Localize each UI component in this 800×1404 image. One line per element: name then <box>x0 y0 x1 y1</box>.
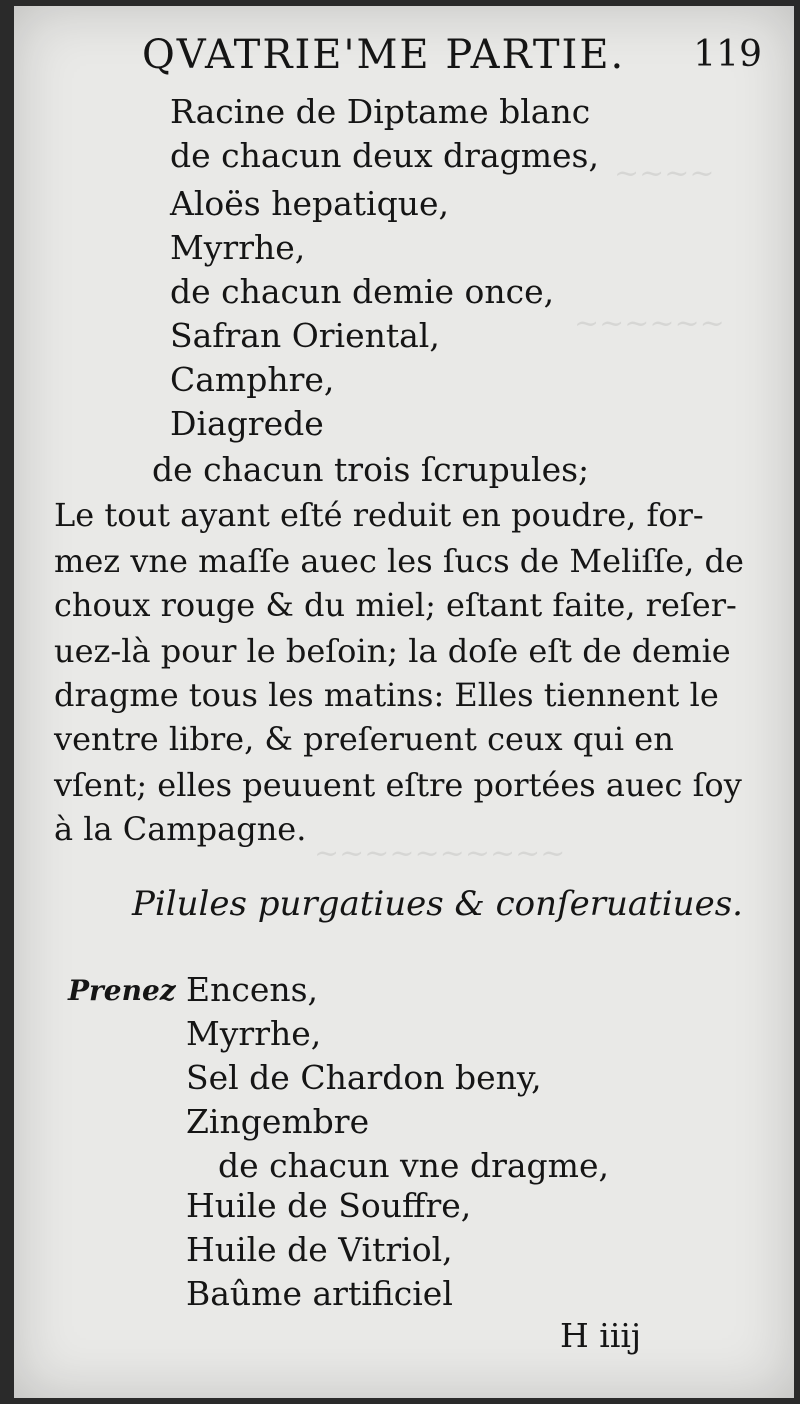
ingredient-line: Huile de Vitriol, <box>186 1230 453 1269</box>
instruction-line: choux rouge & du miel; eſtant faite, reſer- <box>54 586 737 624</box>
ingredient-line: Myrrhe, <box>186 1014 322 1053</box>
ingredient-line: Baûme artificiel <box>186 1274 453 1313</box>
recipe-lead-word: Prenez <box>68 974 176 1007</box>
ingredient-line: Camphre, <box>170 360 335 399</box>
show-through-decoration: ~~~~~~~~~~ <box>314 836 566 871</box>
instruction-line: mez vne maſſe auec les ſucs de Meliſſe, de <box>54 542 744 580</box>
signature-mark: H iiij <box>560 1316 642 1355</box>
ingredient-line: Zingembre <box>186 1102 370 1141</box>
ingredient-line: Safran Oriental, <box>170 316 440 355</box>
show-through-decoration: ~~~~~~ <box>574 306 725 341</box>
ingredient-line: Aloës hepatique, <box>170 184 450 223</box>
instruction-line: uez-là pour le beſoin; la doſe eſt de demie <box>54 632 731 670</box>
instruction-line: ventre libre, & preſeruent ceux qui en <box>54 720 674 758</box>
ingredient-line: Diagrede <box>170 404 324 443</box>
running-title: QVATRIE'ME PARTIE. <box>142 32 626 78</box>
ingredient-line: Sel de Chardon beny, <box>186 1058 542 1097</box>
instruction-line: vſent; elles peuuent eſtre portées auec ſoy <box>54 766 742 804</box>
instruction-line: dragme tous les matins: Elles tiennent le <box>54 676 719 714</box>
instruction-line: à la Campagne. <box>54 810 307 848</box>
ingredient-line: de chacun vne dragme, <box>218 1146 609 1185</box>
ingredient-line: Racine de Diptame blanc <box>170 92 591 131</box>
ingredient-line: Encens, <box>186 970 319 1009</box>
page-number: 119 <box>693 34 762 75</box>
ingredient-line: Myrrhe, <box>170 228 306 267</box>
ingredient-line: de chacun deux dragmes, <box>170 136 599 175</box>
section-heading: Pilules purgatiues & conſeruatiues. <box>132 884 743 924</box>
ingredient-line: Huile de Souffre, <box>186 1186 472 1225</box>
instruction-line: Le tout ayant eſté reduit en poudre, for- <box>54 496 704 534</box>
ingredient-line: de chacun trois ſcrupules; <box>152 450 590 489</box>
page-header <box>142 32 762 88</box>
book-page <box>14 6 794 1398</box>
show-through-decoration: ~~~~ <box>614 156 715 191</box>
ingredient-line: de chacun demie once, <box>170 272 555 311</box>
